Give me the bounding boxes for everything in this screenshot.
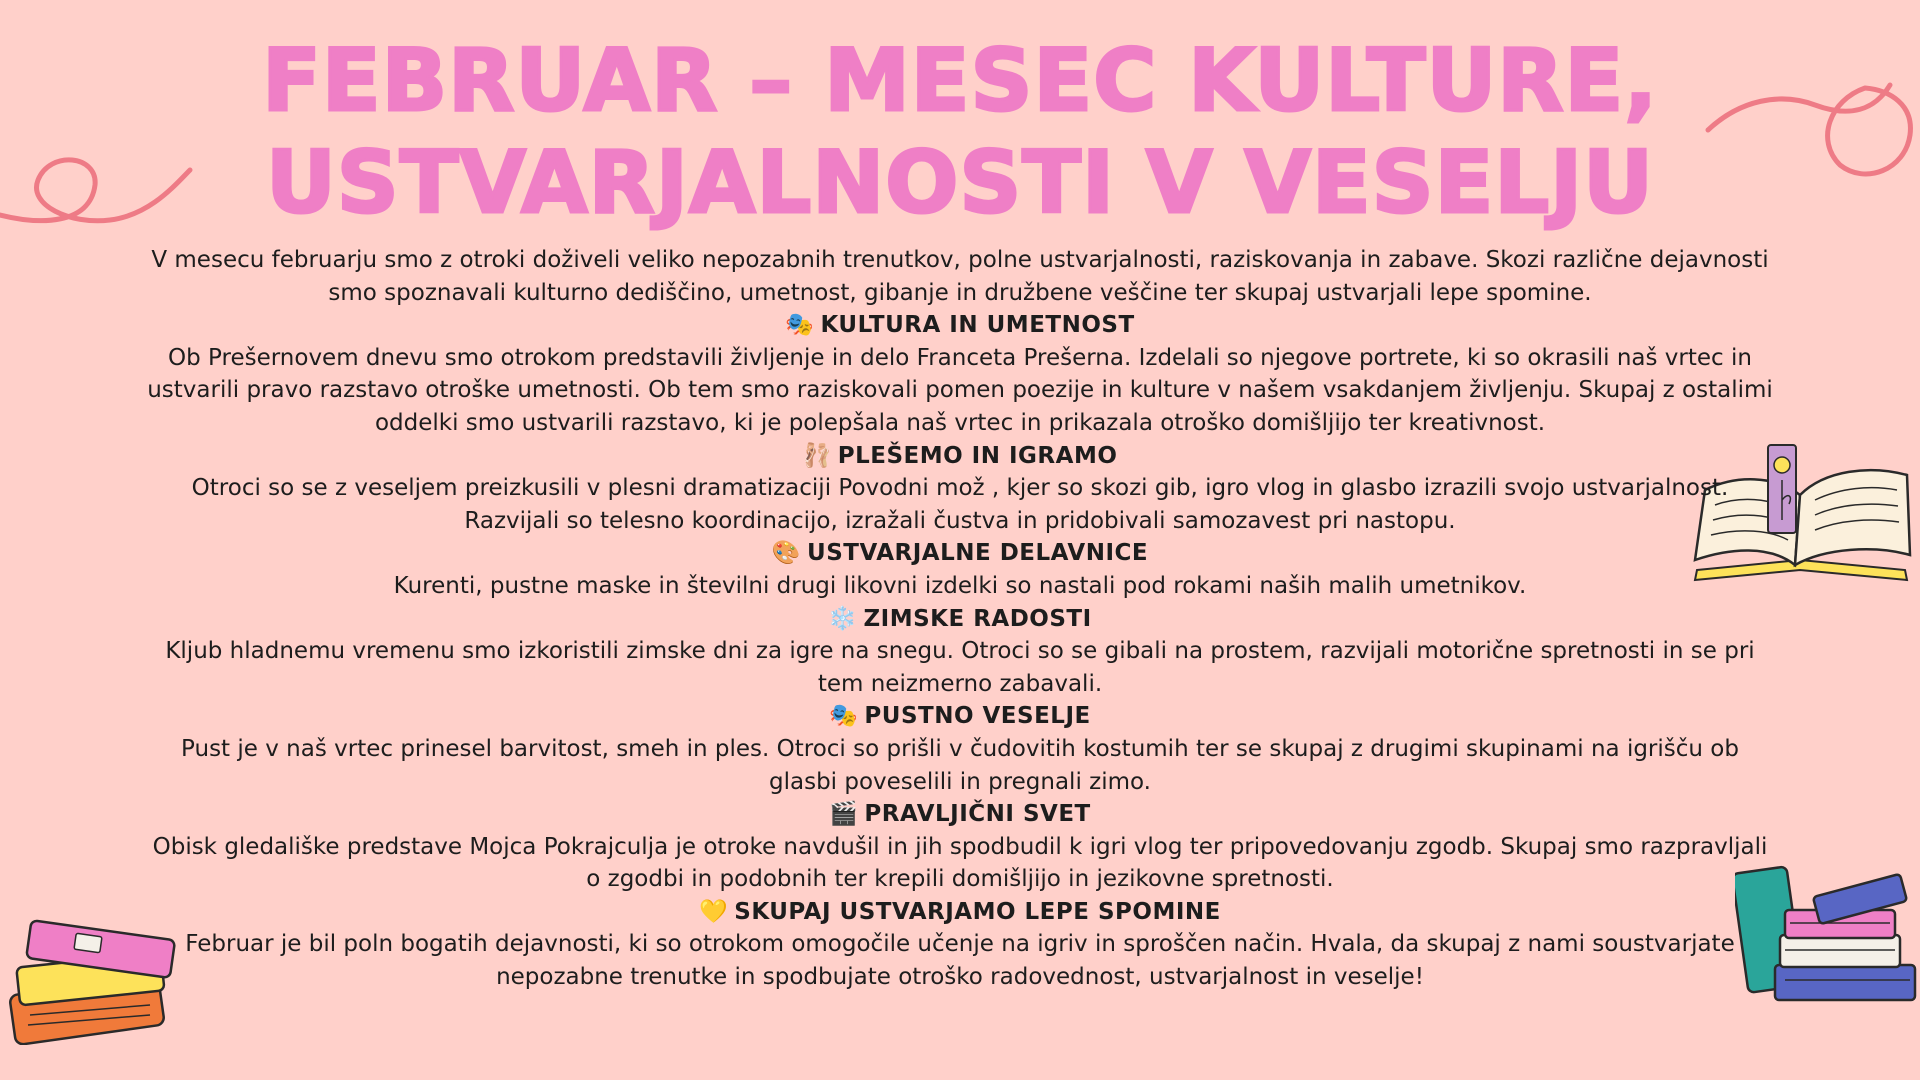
section-heading-text: PLEŠEMO IN IGRAMO: [837, 442, 1118, 469]
section-heading-text: ZIMSKE RADOSTI: [863, 605, 1092, 632]
ballet-shoes-icon: 🩰: [802, 442, 832, 469]
title-line-2: USTVARJALNOSTI V VESELJU: [265, 133, 1655, 233]
section-text-delavnice: Kurenti, pustne maske in številni drugi likovni izdelki so nastali pod rokami naših malih umetnikov.: [393, 572, 1527, 599]
title-line-1: FEBRUAR – MESEC KULTURE,: [262, 31, 1658, 131]
section-text-kultura: Ob Prešernovem dnevu smo otrokom predstavili življenje in delo Franceta Prešerna. Izdelali so njegove portrete, ki so okrasili naš vrtec in ustvarili pravo razstavo otroške umetnosti. Ob tem smo raziskovali pomen poezije in kulture v našem vsakdanjem življenju. Skupaj z ostalimi oddelki smo ustvarili razstavo, ki je polepšala naš vrtec in prikazala otroško domišljijo ter kreativnost.: [147, 344, 1773, 436]
main-content: [145, 244, 1775, 994]
section-heading-pustno: [145, 700, 1775, 733]
section-text-zimske: Kljub hladnemu vremenu smo izkoristili zimske dni za igre na snegu. Otroci so se gibali na prostem, razvijali motorične spretnosti in se pri tem neizmerno zabavali.: [165, 638, 1755, 697]
theater-masks-icon: 🎭: [785, 312, 815, 339]
page-title: [0, 30, 1920, 234]
section-heading-plesemo: [145, 440, 1775, 473]
section-text-plesemo: Otroci so se z veseljem preizkusili v plesni dramatizaciji Povodni mož , kjer so skozi gib, igro vlog in glasbo izrazili svojo ustvarjalnost. Razvijali so telesno koordinacijo, izražali čustva in pridobivali samozavest pri nastopu.: [191, 475, 1729, 534]
section-heading-pravljicni: [145, 798, 1775, 831]
section-heading-text: SKUPAJ USTVARJAMO LEPE SPOMINE: [734, 898, 1221, 925]
section-heading-spomine: [145, 896, 1775, 929]
yellow-heart-icon: 💛: [699, 898, 729, 925]
section-heading-text: PUSTNO VESELJE: [864, 703, 1091, 730]
section-text-spomine: Februar je bil poln bogatih dejavnosti, ki so otrokom omogočile učenje na igriv in sproščen način. Hvala, da skupaj z nami soustvarjate nepozabne trenutke in spodbujate otroško radovednost, ustvarjalnost in veselje!: [185, 931, 1735, 991]
section-heading-zimske: [145, 603, 1775, 636]
section-heading-text: KULTURA IN UMETNOST: [820, 312, 1135, 339]
palette-icon: 🎨: [771, 540, 802, 567]
section-heading-text: USTVARJALNE DELAVNICE: [807, 540, 1149, 567]
section-text-pustno: Pust je v naš vrtec prinesel barvitost, smeh in ples. Otroci so prišli v čudovitih kostumih ter se skupaj z drugimi skupinami na igrišču ob glasbi poveselili in pregnali zimo.: [181, 735, 1739, 795]
section-heading-text: PRAVLJIČNI SVET: [864, 801, 1091, 828]
intro-paragraph: V mesecu februarju smo z otroki doživeli veliko nepozabnih trenutkov, polne ustvarjalnosti, raziskovanja in zabave. Skozi različne dejavnosti smo spoznavali kulturno dediščino, umetnost, gibanje in družbene veščine ter skupaj ustvarjali lepe spomine.: [151, 247, 1769, 306]
clapperboard-icon: 🎬: [829, 801, 859, 828]
section-text-pravljicni: Obisk gledališke predstave Mojca Pokrajculja je otroke navdušil in jih spodbudil k igri vlog ter pripovedovanju zgodb. Skupaj smo razpravljali o zgodbi in podobnih ter krepili domišljijo in jezikovne spretnosti.: [152, 833, 1768, 893]
section-heading-delavnice: [145, 537, 1775, 570]
snowflake-icon: ❄️: [828, 605, 858, 632]
section-heading-kultura: [145, 309, 1775, 342]
theater-masks-icon: 🎭: [829, 703, 859, 730]
